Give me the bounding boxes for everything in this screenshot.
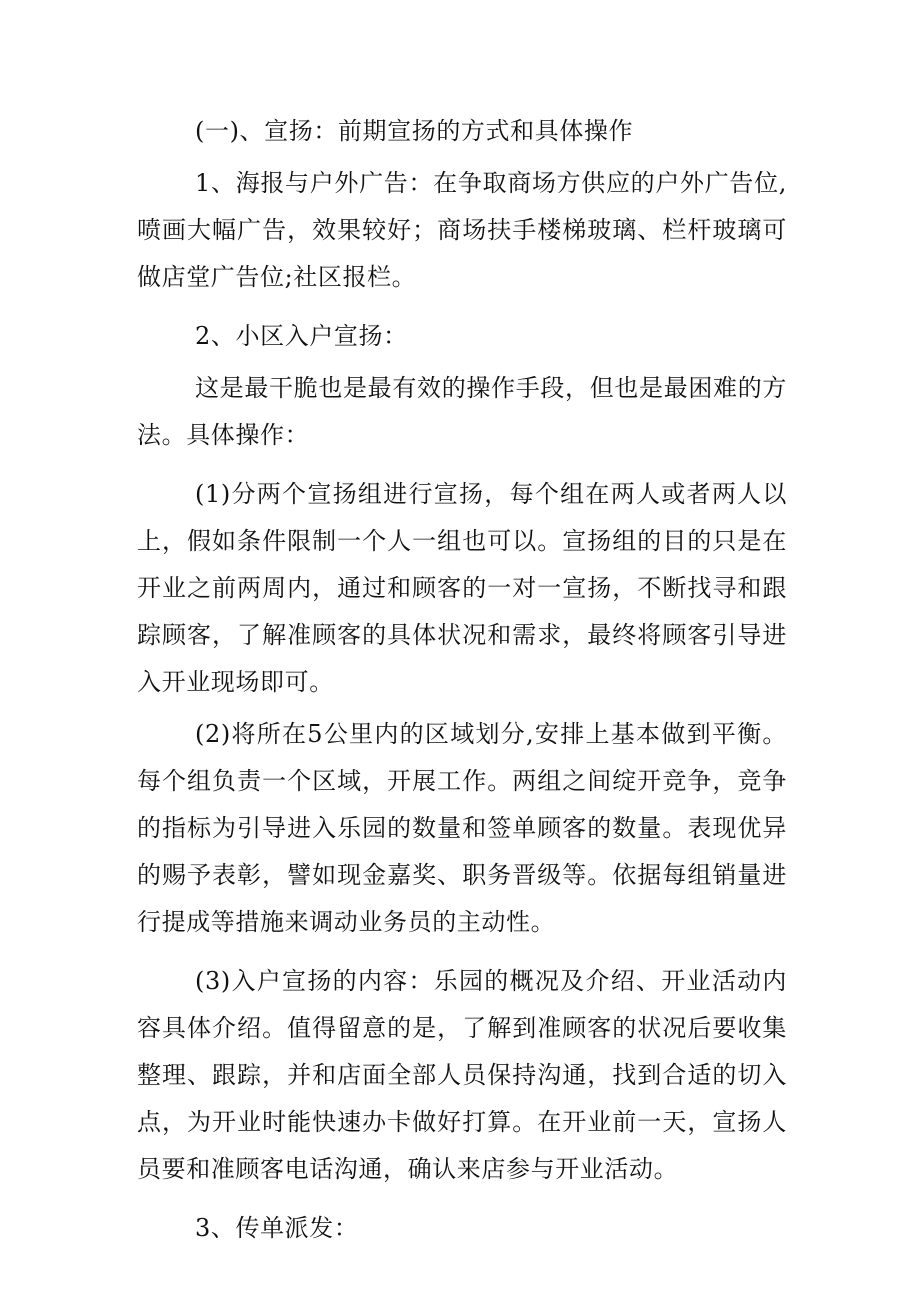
- paragraph-posters-outdoor-ads: 1、海报与户外广告：在争取商场方供应的户外广告位,喷画大幅广告，效果较好；商场扶手楼梯玻璃、栏杆玻璃可做店堂广告位;社区报栏。: [137, 169, 787, 291]
- document-body: [137, 108, 787, 1252]
- section-heading: (一)、宣扬：前期宣扬的方式和具体操作: [195, 117, 634, 145]
- paragraph-community-door-to-door-title: 2、小区入户宣扬：: [195, 322, 408, 350]
- paragraph-community-intro: 这是最干脆也是最有效的操作手段，但也是最困难的方法。具体操作：: [137, 374, 787, 449]
- paragraph-subitem-1: (1)分两个宣扬组进行宣扬，每个组在两人或者两人以上，假如条件限制一个人一组也可以。宣扬组的目的只是在开业之前两周内，通过和顾客的一对一宣扬，不断找寻和跟踪顾客，了解准顾客的具体状况和需求，最终将顾客引导进入开业现场即可。: [137, 480, 787, 696]
- paragraph-subitem-3: (3)入户宣扬的内容：乐园的概况及介绍、开业活动内容具体介绍。值得留意的是，了解到准顾客的状况后要收集整理、跟踪，并和店面全部人员保持沟通，找到合适的切入点，为开业时能快速办卡做好打算。在开业前一天，宣扬人员要和准顾客电话沟通，确认来店参与开业活动。: [137, 967, 787, 1183]
- paragraph-subitem-2: (2)将所在5公里内的区域划分,安排上基本做到平衡。每个组负责一个区域，开展工作。两组之间绽开竞争，竞争的指标为引导进入乐园的数量和签单顾客的数量。表现优异的赐予表彰，譬如现金嘉奖、职务晋级等。依据每组销量进行提成等措施来调动业务员的主动性。: [137, 720, 787, 936]
- paragraph-flyer-distribution-title: 3、传单派发：: [195, 1214, 359, 1242]
